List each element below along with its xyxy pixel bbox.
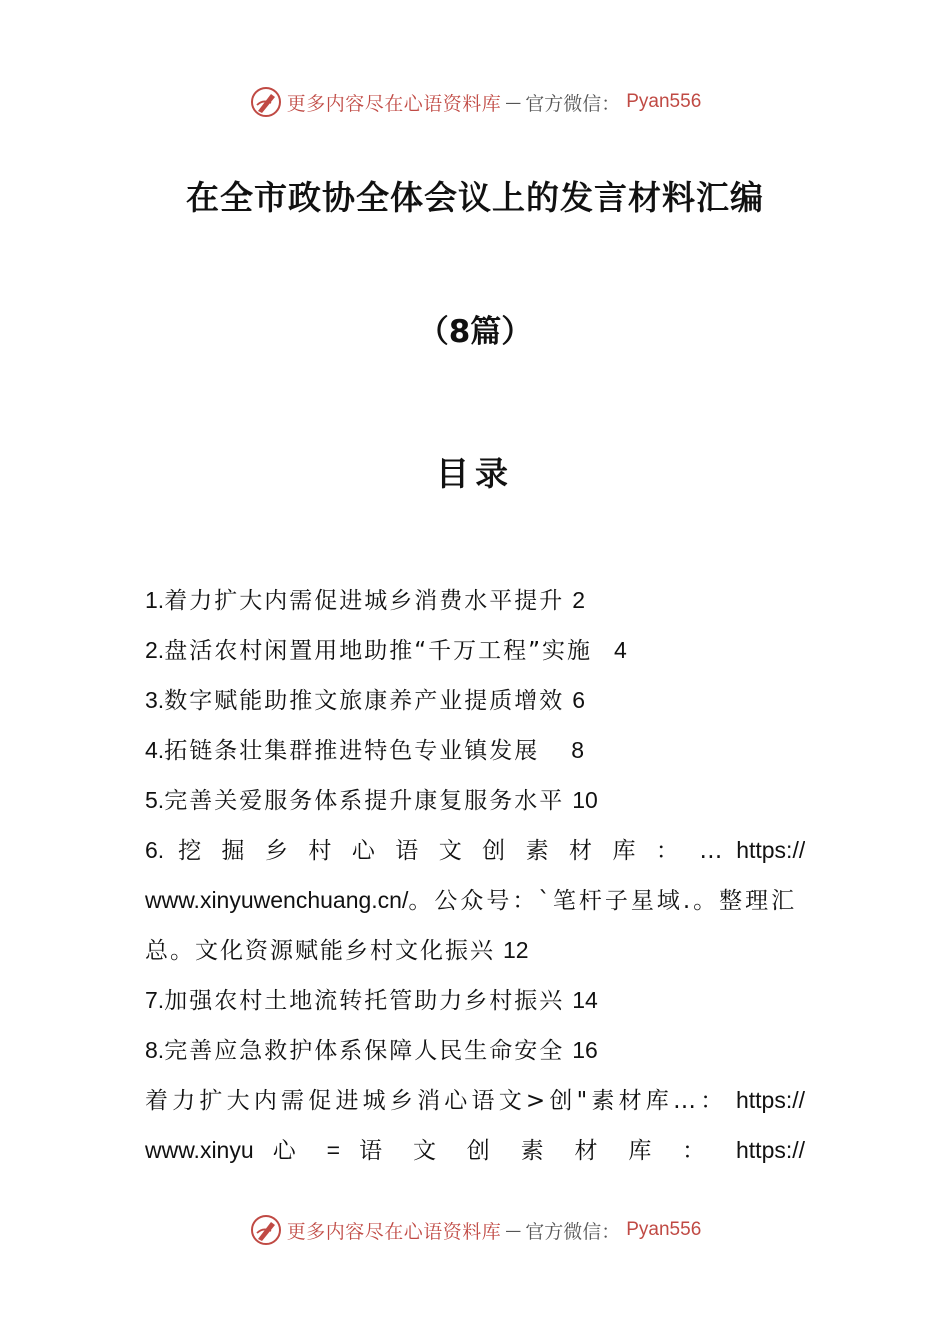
body-char: 心 — [272, 1138, 308, 1164]
toc-char: 库 — [612, 838, 642, 864]
toc-char: 素 — [525, 838, 556, 864]
toc-text: 。公众号：`笔杆子星域.。整理汇 — [408, 888, 798, 914]
toc-char: 村 — [308, 838, 338, 864]
pen-logo-icon — [249, 85, 283, 119]
body-url-fragment: https:// — [736, 1137, 805, 1163]
toc-url-fragment: https:// — [736, 837, 805, 863]
body-char: 素 — [520, 1138, 556, 1164]
toc-char: 材 — [569, 838, 599, 864]
toc-page: 8 — [571, 737, 584, 763]
toc-page: 2 — [572, 587, 585, 613]
toc-title: 着力扩大内需促进城乡消费水平提升 — [164, 588, 565, 614]
pen-logo-icon — [249, 1213, 283, 1247]
toc-number: 3. — [145, 687, 165, 713]
toc-item-4[interactable] — [145, 725, 805, 775]
body-text: 着力扩大内需促进城乡消心语文>创"素材库…： — [145, 1088, 728, 1114]
watermark-wechat-id: Pyan556 — [626, 1219, 702, 1240]
toc-item-2[interactable] — [145, 625, 805, 675]
body-char: 语 — [359, 1138, 394, 1164]
toc-char: 创 — [482, 838, 512, 864]
toc-title: 盘活农村闲置用地助推“千万工程”实施 — [164, 638, 593, 664]
toc-number: 6. — [145, 837, 165, 863]
toc-number: 2. — [145, 637, 165, 663]
table-of-contents — [145, 575, 805, 1175]
toc-title: 完善关爱服务体系提升康复服务水平 — [164, 788, 565, 814]
header-watermark — [0, 82, 950, 122]
toc-title: 完善应急救护体系保障人民生命安全 — [164, 1038, 565, 1064]
toc-char: 挖 — [178, 838, 208, 864]
document-subtitle: （8篇） — [417, 314, 533, 350]
toc-item-6-line-1[interactable] — [145, 825, 805, 875]
toc-title: 加强农村土地流转托管助力乡村振兴 — [164, 988, 565, 1014]
toc-page: 10 — [572, 787, 598, 813]
toc-item-8[interactable] — [145, 1025, 805, 1075]
toc-title: 数字赋能助推文旅康养产业提质增效 — [164, 688, 565, 714]
watermark-group — [249, 1213, 702, 1247]
toc-item-5[interactable] — [145, 775, 805, 825]
toc-char: 文 — [438, 838, 469, 864]
toc-heading: 目录 — [436, 454, 514, 493]
body-char: = — [326, 1137, 341, 1163]
body-char: 库 — [628, 1138, 664, 1164]
toc-page: 16 — [572, 1037, 598, 1063]
watermark-label: 官方微信： — [525, 92, 621, 115]
toc-char: 语 — [395, 838, 425, 864]
toc-item-3[interactable] — [145, 675, 805, 725]
watermark-text: 更多内容尽在心语资料库 — [286, 92, 502, 115]
body-url-fragment: www.xinyu — [145, 1137, 254, 1163]
watermark-group — [249, 85, 702, 119]
toc-char: 心 — [351, 838, 382, 864]
watermark-wechat-id: Pyan556 — [626, 91, 702, 112]
toc-page: 14 — [572, 987, 598, 1013]
toc-item-1[interactable] — [145, 575, 805, 625]
watermark-text: 更多内容尽在心语资料库 — [286, 1220, 502, 1243]
body-char: 文 — [412, 1138, 448, 1164]
watermark-dash: — — [505, 92, 522, 112]
toc-number: 8. — [145, 1037, 165, 1063]
toc-page: 4 — [614, 637, 627, 663]
toc-url: www.xinyuwenchuang.cn/ — [145, 887, 409, 913]
body-text-line-1 — [145, 1075, 805, 1125]
body-char: 材 — [574, 1138, 610, 1164]
body-char: ： — [682, 1138, 717, 1164]
body-text-line-2 — [145, 1125, 805, 1175]
toc-title: 总。文化资源赋能乡村文化振兴 — [145, 938, 495, 964]
toc-page: 12 — [503, 937, 529, 963]
toc-number: 4. — [145, 737, 165, 763]
toc-number: 7. — [145, 987, 165, 1013]
body-url-fragment: https:// — [735, 1087, 805, 1113]
watermark-dash: — — [505, 1220, 522, 1240]
body-char: 创 — [466, 1138, 502, 1164]
watermark-label: 官方微信： — [525, 1220, 621, 1243]
toc-number: 5. — [145, 787, 165, 813]
toc-item-7[interactable] — [145, 975, 805, 1025]
toc-item-6-line-3[interactable] — [145, 925, 805, 975]
document-title: 在全市政协全体会议上的发言材料汇编 — [186, 178, 764, 217]
footer-watermark — [0, 1210, 950, 1250]
toc-page: 6 — [572, 687, 585, 713]
toc-item-6-line-2[interactable] — [145, 875, 805, 925]
toc-char: ： — [655, 838, 686, 864]
toc-char: 乡 — [264, 838, 295, 864]
toc-title: 拓链条壮集群推进特色专业镇发展 — [164, 738, 540, 764]
toc-char: 掘 — [221, 838, 252, 864]
toc-char: … — [699, 838, 723, 864]
toc-number: 1. — [145, 587, 165, 613]
